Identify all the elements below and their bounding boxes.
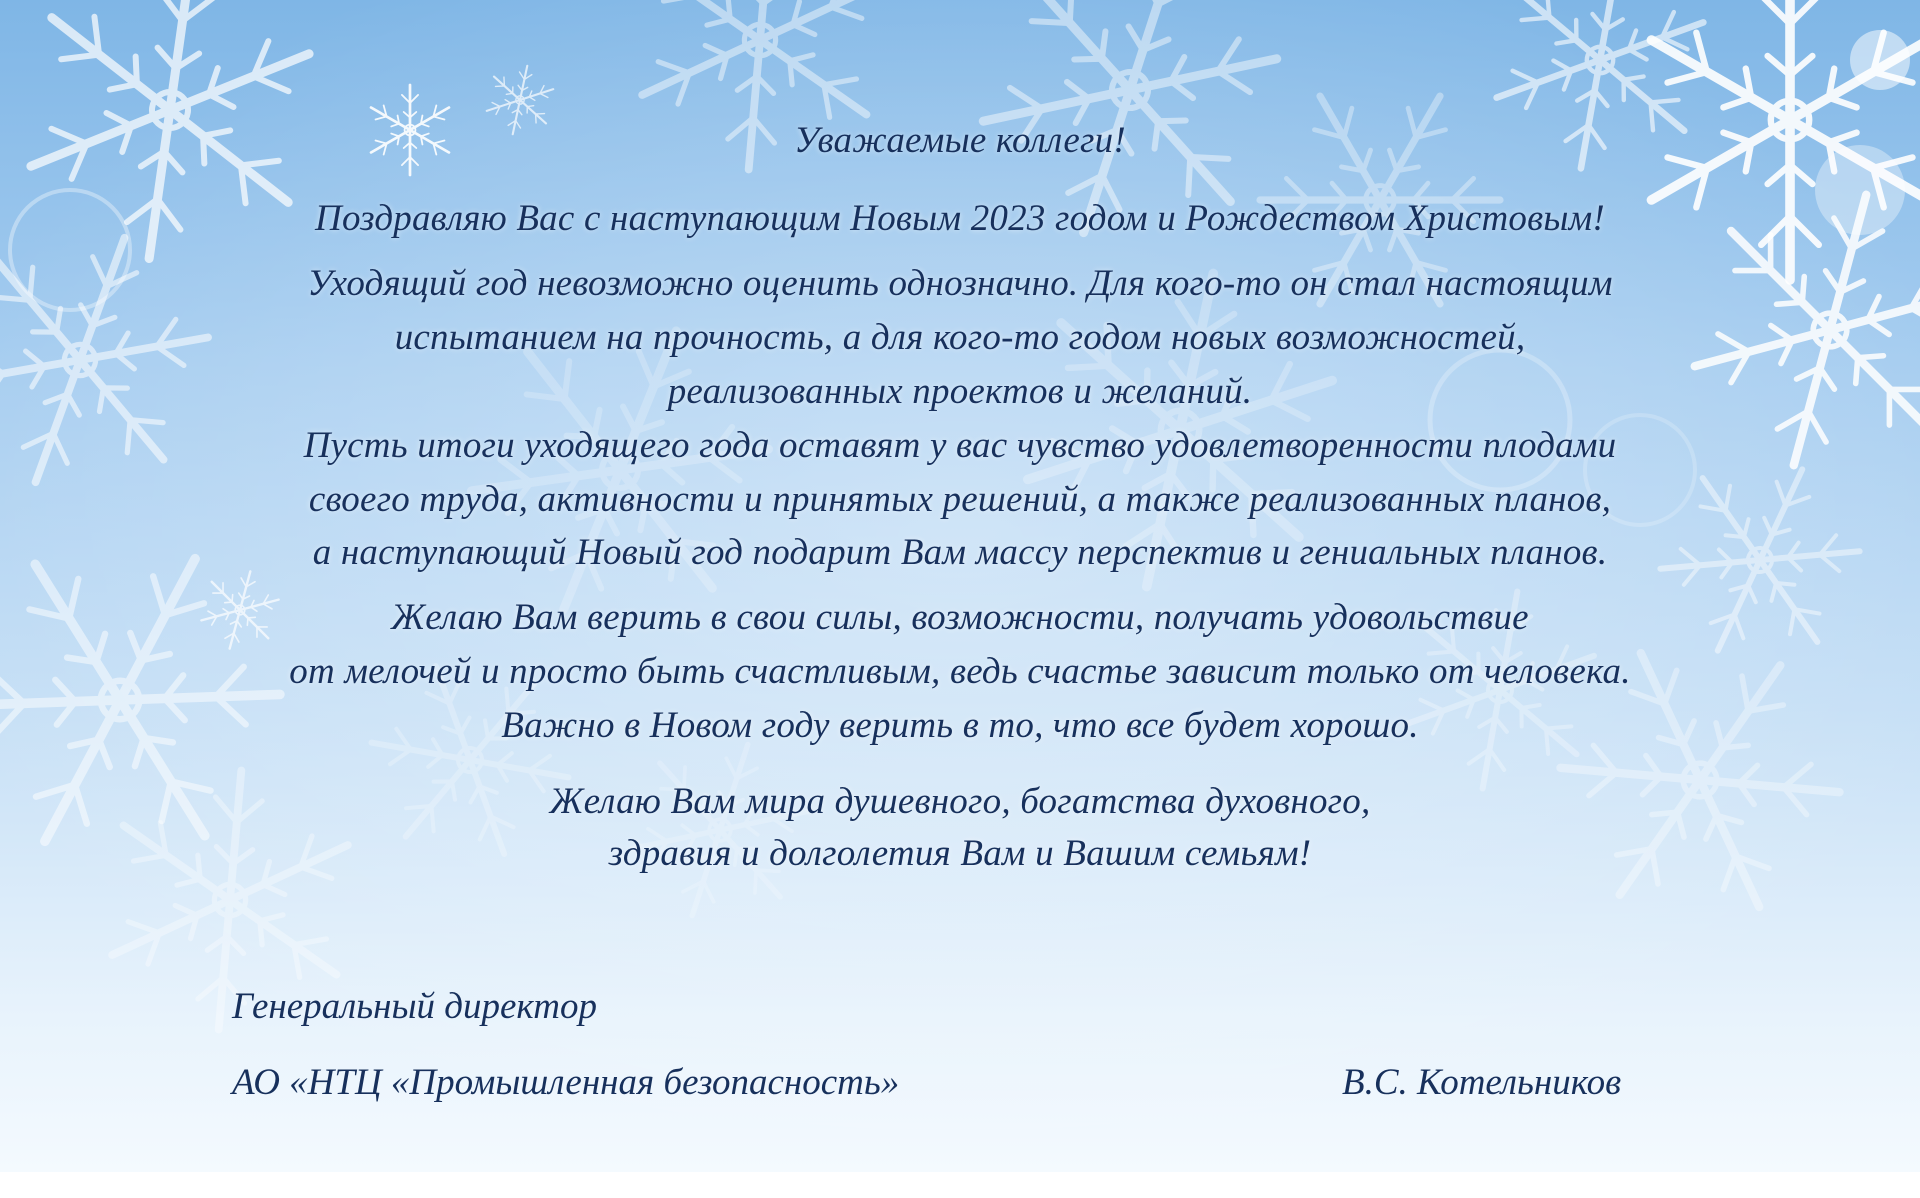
paragraph-2-line-3: а наступающий Новый год подарит Вам массу перспектив и гениальных планов. [312,532,1608,573]
paragraph-1-line-3: реализованных проектов и желаний. [667,371,1253,412]
congratulation: Поздравляю Вас с наступающим Новым 2023 годом и Рождеством Христовым! [315,198,1605,239]
paragraph-3-line-2: от мелочей и просто быть счастливым, ведь счастье зависит только от человека. [289,651,1631,692]
signatory-position: Генеральный директор [232,986,597,1027]
paragraph-1-line-2: испытанием на прочность, а для кого-то годом новых возможностей, [394,317,1526,358]
signatory-organization: АО «НТЦ «Промышленная безопасность» [232,1062,900,1103]
paragraph-4-line-2: здравия и долголетия Вам и Вашим семьям! [608,833,1312,874]
paragraph-2-line-2: своего труда, активности и принятых решений, а также реализованных планов, [308,479,1612,520]
salutation: Уважаемые коллеги! [794,120,1126,161]
paragraph-1-line-1: Уходящий год невозможно оценить однозначно. Для кого-то он стал настоящим [307,263,1613,304]
paragraph-3-line-1: Желаю Вам верить в свои силы, возможности, получать удовольствие [391,597,1529,638]
paragraph-2-line-1: Пусть итоги уходящего года оставят у вас чувство удовлетворенности плодами [303,425,1617,466]
signatory-name: В.С. Котельников [1342,1062,1622,1103]
paragraph-4-line-1: Желаю Вам мира душевного, богатства духовного, [549,781,1371,822]
paragraph-3-line-3: Важно в Новом году верить в то, что все будет хорошо. [501,705,1419,746]
